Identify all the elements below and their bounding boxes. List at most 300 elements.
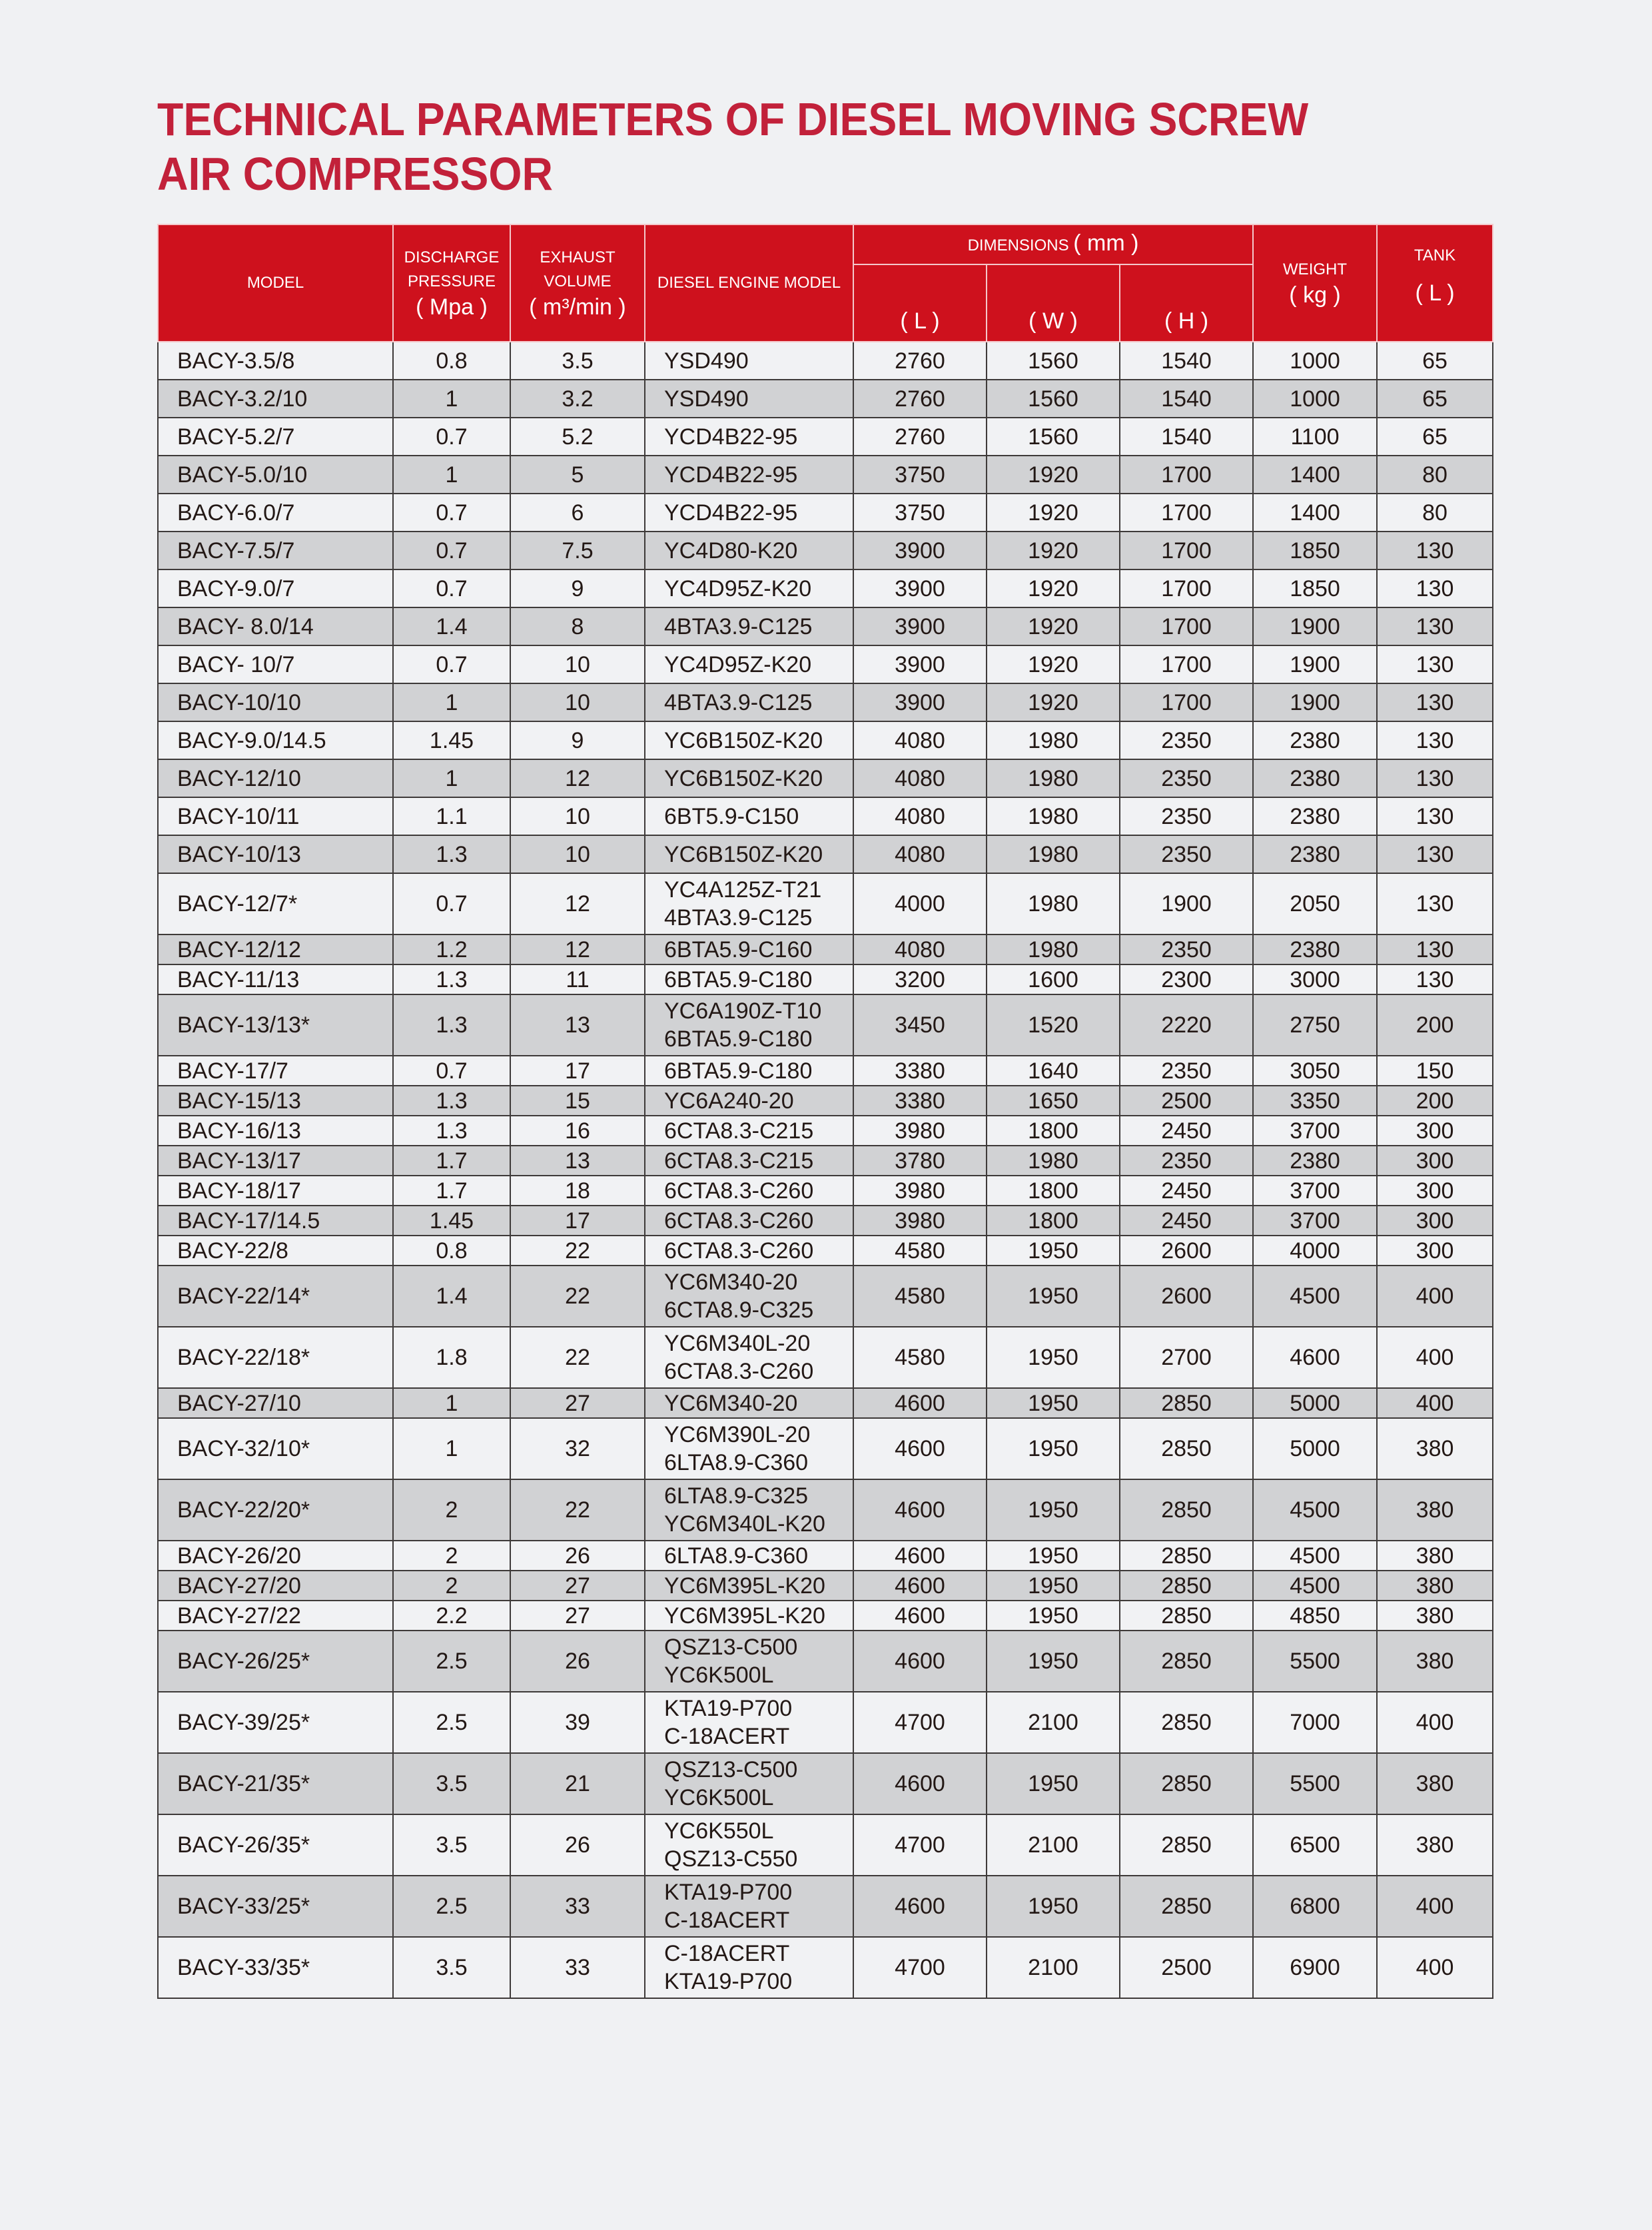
table-row [158, 1541, 1493, 1571]
table-row [158, 1236, 1493, 1266]
engine-model-line: YC6M340L-K20 [664, 1511, 825, 1537]
weight-cell: 6800 [1253, 1876, 1377, 1937]
exhaust-volume-cell: 26 [510, 1814, 645, 1876]
header-engine-model: DIESEL ENGINE MODEL [645, 224, 853, 342]
tank-cell: 400 [1377, 1266, 1493, 1327]
header-length: ( L ) [853, 264, 987, 342]
width-cell: 1950 [987, 1266, 1120, 1327]
width-cell: 1800 [987, 1206, 1120, 1236]
engine-model-line: 6CTA8.3-C215 [664, 1148, 814, 1174]
table-row [158, 1814, 1493, 1876]
height-cell: 2450 [1120, 1116, 1253, 1146]
width-cell: 1920 [987, 683, 1120, 721]
weight-cell: 2380 [1253, 797, 1377, 835]
engine-model-line: 6CTA8.9-C325 [664, 1298, 814, 1323]
width-cell: 1950 [987, 1571, 1120, 1601]
height-cell: 1540 [1120, 418, 1253, 456]
height-cell: 1700 [1120, 532, 1253, 569]
height-cell: 2850 [1120, 1571, 1253, 1601]
height-cell: 1900 [1120, 873, 1253, 934]
length-cell: 4080 [853, 835, 987, 873]
engine-model-cell [645, 797, 853, 835]
weight-cell: 1850 [1253, 532, 1377, 569]
height-cell: 2350 [1120, 759, 1253, 797]
model-cell: BACY-22/14* [158, 1266, 393, 1327]
exhaust-volume-cell: 33 [510, 1937, 645, 1998]
height-cell: 2600 [1120, 1266, 1253, 1327]
tank-cell: 400 [1377, 1388, 1493, 1418]
engine-model-cell [645, 994, 853, 1056]
table-row [158, 797, 1493, 835]
length-cell: 4700 [853, 1814, 987, 1876]
length-cell: 4600 [853, 1479, 987, 1541]
length-cell: 3900 [853, 683, 987, 721]
discharge-pressure-cell: 0.7 [393, 645, 510, 683]
weight-cell: 2380 [1253, 721, 1377, 759]
width-cell: 1520 [987, 994, 1120, 1056]
exhaust-volume-cell: 12 [510, 759, 645, 797]
tank-cell: 400 [1377, 1327, 1493, 1388]
engine-model-line: KTA19-P700 [664, 1696, 793, 1721]
engine-model-line: YC6K550L [664, 1818, 774, 1844]
engine-model-cell [645, 1327, 853, 1388]
engine-model-line: YC6M390L-20 [664, 1422, 811, 1447]
height-cell: 1700 [1120, 645, 1253, 683]
exhaust-volume-cell: 10 [510, 835, 645, 873]
tank-cell: 130 [1377, 683, 1493, 721]
width-cell: 2100 [987, 1814, 1120, 1876]
width-cell: 1650 [987, 1086, 1120, 1116]
tank-cell: 400 [1377, 1937, 1493, 1998]
exhaust-volume-cell: 12 [510, 873, 645, 934]
engine-model-line: YC6M340-20 [664, 1270, 798, 1295]
discharge-pressure-cell: 0.7 [393, 569, 510, 607]
weight-cell: 4500 [1253, 1541, 1377, 1571]
weight-cell: 1000 [1253, 342, 1377, 380]
header-weight: WEIGHT ( kg ) [1253, 224, 1377, 342]
table-header [158, 224, 1493, 342]
tank-cell: 65 [1377, 418, 1493, 456]
table-body [158, 342, 1493, 1998]
length-cell: 3750 [853, 456, 987, 494]
engine-model-cell [645, 1876, 853, 1937]
width-cell: 1980 [987, 797, 1120, 835]
width-cell: 1950 [987, 1601, 1120, 1631]
engine-model-line: YC6M395L-K20 [664, 1573, 825, 1599]
width-cell: 1980 [987, 759, 1120, 797]
engine-model-cell [645, 1631, 853, 1692]
engine-model-line: KTA19-P700 [664, 1880, 793, 1905]
weight-cell: 5000 [1253, 1418, 1377, 1479]
model-cell: BACY-13/17 [158, 1146, 393, 1176]
table-row [158, 1479, 1493, 1541]
exhaust-volume-cell: 12 [510, 934, 645, 964]
width-cell: 1950 [987, 1236, 1120, 1266]
tank-cell: 380 [1377, 1814, 1493, 1876]
height-cell: 2350 [1120, 1056, 1253, 1086]
discharge-pressure-cell: 1.3 [393, 964, 510, 994]
engine-model-cell [645, 1937, 853, 1998]
table-row [158, 456, 1493, 494]
weight-cell: 1400 [1253, 494, 1377, 532]
height-cell: 1700 [1120, 569, 1253, 607]
tank-cell: 400 [1377, 1692, 1493, 1753]
height-cell: 1700 [1120, 607, 1253, 645]
length-cell: 4600 [853, 1876, 987, 1937]
table-row [158, 721, 1493, 759]
height-cell: 2600 [1120, 1236, 1253, 1266]
width-cell: 1980 [987, 934, 1120, 964]
engine-model-line: YC6B150Z-K20 [664, 727, 823, 753]
weight-cell: 4850 [1253, 1601, 1377, 1631]
engine-model-cell [645, 1753, 853, 1814]
discharge-pressure-cell: 1.7 [393, 1176, 510, 1206]
exhaust-volume-cell: 16 [510, 1116, 645, 1146]
table-row [158, 1418, 1493, 1479]
engine-model-cell [645, 456, 853, 494]
width-cell: 1950 [987, 1541, 1120, 1571]
discharge-pressure-cell: 3.5 [393, 1753, 510, 1814]
tank-cell: 200 [1377, 994, 1493, 1056]
width-cell: 2100 [987, 1692, 1120, 1753]
model-cell: BACY-16/13 [158, 1116, 393, 1146]
width-cell: 1950 [987, 1418, 1120, 1479]
height-cell: 2350 [1120, 721, 1253, 759]
engine-model-cell [645, 964, 853, 994]
header-tank: TANK ( L ) [1377, 224, 1493, 342]
engine-model-cell [645, 1814, 853, 1876]
engine-model-line: YC6M395L-K20 [664, 1603, 825, 1629]
engine-model-cell [645, 759, 853, 797]
model-cell: BACY-27/20 [158, 1571, 393, 1601]
engine-model-cell [645, 569, 853, 607]
width-cell: 1600 [987, 964, 1120, 994]
exhaust-volume-cell: 11 [510, 964, 645, 994]
weight-cell: 1900 [1253, 607, 1377, 645]
exhaust-volume-cell: 13 [510, 994, 645, 1056]
weight-cell: 1100 [1253, 418, 1377, 456]
discharge-pressure-cell: 1.1 [393, 797, 510, 835]
weight-cell: 4500 [1253, 1571, 1377, 1601]
table-row [158, 532, 1493, 569]
engine-model-line: YCD4B22-95 [664, 462, 798, 488]
width-cell: 1950 [987, 1631, 1120, 1692]
length-cell: 3900 [853, 645, 987, 683]
table-row [158, 759, 1493, 797]
length-cell: 4600 [853, 1388, 987, 1418]
table-row [158, 1876, 1493, 1937]
weight-cell: 4000 [1253, 1236, 1377, 1266]
table-row [158, 994, 1493, 1056]
height-cell: 2350 [1120, 934, 1253, 964]
exhaust-volume-cell: 22 [510, 1327, 645, 1388]
length-cell: 2760 [853, 418, 987, 456]
weight-cell: 3000 [1253, 964, 1377, 994]
table-row [158, 342, 1493, 380]
engine-model-cell [645, 683, 853, 721]
discharge-pressure-cell: 1.45 [393, 721, 510, 759]
engine-model-line: 4BTA3.9-C125 [664, 905, 813, 930]
table-row [158, 1753, 1493, 1814]
table-row [158, 1086, 1493, 1116]
exhaust-volume-cell: 9 [510, 569, 645, 607]
height-cell: 2220 [1120, 994, 1253, 1056]
exhaust-volume-cell: 10 [510, 797, 645, 835]
model-cell: BACY-17/7 [158, 1056, 393, 1086]
length-cell: 4600 [853, 1418, 987, 1479]
model-cell: BACY-22/8 [158, 1236, 393, 1266]
length-cell: 3980 [853, 1176, 987, 1206]
table-row [158, 1692, 1493, 1753]
exhaust-volume-cell: 22 [510, 1479, 645, 1541]
model-cell: BACY-22/18* [158, 1327, 393, 1388]
tank-cell: 65 [1377, 342, 1493, 380]
discharge-pressure-cell: 1 [393, 380, 510, 418]
length-cell: 4700 [853, 1937, 987, 1998]
tank-cell: 200 [1377, 1086, 1493, 1116]
weight-cell: 2380 [1253, 835, 1377, 873]
height-cell: 1700 [1120, 456, 1253, 494]
engine-model-cell [645, 1146, 853, 1176]
engine-model-cell [645, 1116, 853, 1146]
engine-model-cell [645, 1266, 853, 1327]
height-cell: 2850 [1120, 1418, 1253, 1479]
model-cell: BACY-5.2/7 [158, 418, 393, 456]
length-cell: 4000 [853, 873, 987, 934]
discharge-pressure-cell: 1.7 [393, 1146, 510, 1176]
engine-model-cell [645, 1388, 853, 1418]
discharge-pressure-cell: 1.3 [393, 1086, 510, 1116]
weight-cell: 6500 [1253, 1814, 1377, 1876]
width-cell: 1980 [987, 873, 1120, 934]
page-title: TECHNICAL PARAMETERS OF DIESEL MOVING SCREW AIR COMPRESSOR [157, 93, 1309, 200]
table-row [158, 1176, 1493, 1206]
width-cell: 1980 [987, 721, 1120, 759]
engine-model-cell [645, 1571, 853, 1601]
height-cell: 2850 [1120, 1876, 1253, 1937]
height-cell: 1540 [1120, 380, 1253, 418]
height-cell: 2850 [1120, 1631, 1253, 1692]
table-row [158, 835, 1493, 873]
exhaust-volume-cell: 13 [510, 1146, 645, 1176]
engine-model-cell [645, 1206, 853, 1236]
discharge-pressure-cell: 0.7 [393, 1056, 510, 1086]
length-cell: 4580 [853, 1327, 987, 1388]
exhaust-volume-cell: 17 [510, 1206, 645, 1236]
exhaust-volume-cell: 26 [510, 1631, 645, 1692]
width-cell: 1640 [987, 1056, 1120, 1086]
length-cell: 4580 [853, 1266, 987, 1327]
table-row [158, 1631, 1493, 1692]
model-cell: BACY-9.0/14.5 [158, 721, 393, 759]
width-cell: 1560 [987, 380, 1120, 418]
tank-cell: 130 [1377, 934, 1493, 964]
engine-model-line: C-18ACERT [664, 1724, 790, 1749]
discharge-pressure-cell: 2 [393, 1571, 510, 1601]
discharge-pressure-cell: 1.2 [393, 934, 510, 964]
discharge-pressure-cell: 2.5 [393, 1876, 510, 1937]
tank-cell: 130 [1377, 964, 1493, 994]
table-row [158, 1056, 1493, 1086]
model-cell: BACY-33/25* [158, 1876, 393, 1937]
height-cell: 1700 [1120, 683, 1253, 721]
table-row [158, 607, 1493, 645]
engine-model-cell [645, 380, 853, 418]
tank-cell: 300 [1377, 1236, 1493, 1266]
engine-model-line: QSZ13-C550 [664, 1846, 798, 1872]
weight-cell: 2380 [1253, 1146, 1377, 1176]
engine-model-line: YC4D80-K20 [664, 538, 798, 563]
length-cell: 3380 [853, 1086, 987, 1116]
engine-model-line: 6BTA5.9-C180 [664, 1058, 813, 1084]
tank-cell: 380 [1377, 1601, 1493, 1631]
table-row [158, 380, 1493, 418]
engine-model-line: YC4A125Z-T21 [664, 877, 822, 903]
length-cell: 3450 [853, 994, 987, 1056]
engine-model-line: 4BTA3.9-C125 [664, 689, 813, 715]
engine-model-line: 6CTA8.3-C260 [664, 1178, 814, 1204]
weight-cell: 3050 [1253, 1056, 1377, 1086]
table-row [158, 1116, 1493, 1146]
discharge-pressure-cell: 1.4 [393, 1266, 510, 1327]
discharge-pressure-cell: 0.7 [393, 418, 510, 456]
discharge-pressure-cell: 1.4 [393, 607, 510, 645]
exhaust-volume-cell: 3.2 [510, 380, 645, 418]
model-cell: BACY-10/11 [158, 797, 393, 835]
table-row [158, 1601, 1493, 1631]
tank-cell: 130 [1377, 607, 1493, 645]
exhaust-volume-cell: 26 [510, 1541, 645, 1571]
discharge-pressure-cell: 2.2 [393, 1601, 510, 1631]
engine-model-line: YC6B150Z-K20 [664, 841, 823, 867]
engine-model-line: YC6M340L-20 [664, 1331, 811, 1356]
model-cell: BACY-12/10 [158, 759, 393, 797]
weight-cell: 5000 [1253, 1388, 1377, 1418]
discharge-pressure-cell: 0.8 [393, 1236, 510, 1266]
engine-model-line: 6CTA8.3-C260 [664, 1208, 814, 1234]
weight-cell: 1000 [1253, 380, 1377, 418]
weight-cell: 4500 [1253, 1266, 1377, 1327]
engine-model-cell [645, 1176, 853, 1206]
length-cell: 4600 [853, 1571, 987, 1601]
tank-cell: 130 [1377, 645, 1493, 683]
weight-cell: 1850 [1253, 569, 1377, 607]
length-cell: 4080 [853, 721, 987, 759]
engine-model-cell [645, 494, 853, 532]
model-cell: BACY-7.5/7 [158, 532, 393, 569]
engine-model-line: 6BTA5.9-C180 [664, 1026, 813, 1052]
engine-model-cell [645, 1541, 853, 1571]
model-cell: BACY-18/17 [158, 1176, 393, 1206]
engine-model-cell [645, 645, 853, 683]
tank-cell: 130 [1377, 835, 1493, 873]
exhaust-volume-cell: 32 [510, 1418, 645, 1479]
engine-model-line: YC6K500L [664, 1663, 774, 1688]
table-row [158, 1266, 1493, 1327]
table-row [158, 1327, 1493, 1388]
table-row [158, 1146, 1493, 1176]
table-row [158, 1571, 1493, 1601]
height-cell: 2850 [1120, 1814, 1253, 1876]
model-cell: BACY-32/10* [158, 1418, 393, 1479]
header-discharge-pressure: DISCHARGE PRESSURE ( Mpa ) [393, 224, 510, 342]
engine-model-cell [645, 1479, 853, 1541]
height-cell: 2850 [1120, 1753, 1253, 1814]
exhaust-volume-cell: 10 [510, 683, 645, 721]
discharge-pressure-cell: 2.5 [393, 1631, 510, 1692]
length-cell: 3980 [853, 1206, 987, 1236]
engine-model-line: 6CTA8.3-C260 [664, 1238, 814, 1264]
height-cell: 2450 [1120, 1176, 1253, 1206]
discharge-pressure-cell: 1 [393, 1388, 510, 1418]
engine-model-line: YCD4B22-95 [664, 500, 798, 526]
width-cell: 1950 [987, 1753, 1120, 1814]
engine-model-cell [645, 721, 853, 759]
width-cell: 1800 [987, 1176, 1120, 1206]
weight-cell: 7000 [1253, 1692, 1377, 1753]
model-cell: BACY-15/13 [158, 1086, 393, 1116]
width-cell: 1920 [987, 607, 1120, 645]
weight-cell: 5500 [1253, 1631, 1377, 1692]
weight-cell: 1900 [1253, 645, 1377, 683]
engine-model-cell [645, 342, 853, 380]
table-row [158, 1206, 1493, 1236]
model-cell: BACY-22/20* [158, 1479, 393, 1541]
engine-model-line: YC4D95Z-K20 [664, 651, 812, 677]
engine-model-cell [645, 607, 853, 645]
weight-cell: 4500 [1253, 1479, 1377, 1541]
weight-cell: 2050 [1253, 873, 1377, 934]
weight-cell: 3700 [1253, 1116, 1377, 1146]
height-cell: 2350 [1120, 1146, 1253, 1176]
model-cell: BACY-11/13 [158, 964, 393, 994]
length-cell: 4600 [853, 1753, 987, 1814]
length-cell: 3900 [853, 532, 987, 569]
engine-model-cell [645, 835, 853, 873]
model-cell: BACY-9.0/7 [158, 569, 393, 607]
discharge-pressure-cell: 1.3 [393, 1116, 510, 1146]
length-cell: 4080 [853, 759, 987, 797]
height-cell: 2850 [1120, 1541, 1253, 1571]
length-cell: 4600 [853, 1601, 987, 1631]
engine-model-line: 6LTA8.9-C325 [664, 1483, 809, 1509]
model-cell: BACY-26/20 [158, 1541, 393, 1571]
length-cell: 3980 [853, 1116, 987, 1146]
discharge-pressure-cell: 1 [393, 759, 510, 797]
engine-model-line: QSZ13-C500 [664, 1635, 798, 1660]
width-cell: 1950 [987, 1388, 1120, 1418]
table-row [158, 645, 1493, 683]
tank-cell: 300 [1377, 1176, 1493, 1206]
height-cell: 2500 [1120, 1086, 1253, 1116]
length-cell: 2760 [853, 380, 987, 418]
engine-model-line: 4BTA3.9-C125 [664, 613, 813, 639]
model-cell: BACY- 10/7 [158, 645, 393, 683]
width-cell: 1950 [987, 1479, 1120, 1541]
exhaust-volume-cell: 9 [510, 721, 645, 759]
width-cell: 1980 [987, 1146, 1120, 1176]
exhaust-volume-cell: 27 [510, 1388, 645, 1418]
tank-cell: 150 [1377, 1056, 1493, 1086]
table-row [158, 683, 1493, 721]
length-cell: 4080 [853, 797, 987, 835]
engine-model-line: YC4D95Z-K20 [664, 575, 812, 601]
engine-model-line: YC6A190Z-T10 [664, 998, 822, 1024]
weight-cell: 4600 [1253, 1327, 1377, 1388]
exhaust-volume-cell: 17 [510, 1056, 645, 1086]
exhaust-volume-cell: 15 [510, 1086, 645, 1116]
engine-model-line: C-18ACERT [664, 1941, 790, 1966]
